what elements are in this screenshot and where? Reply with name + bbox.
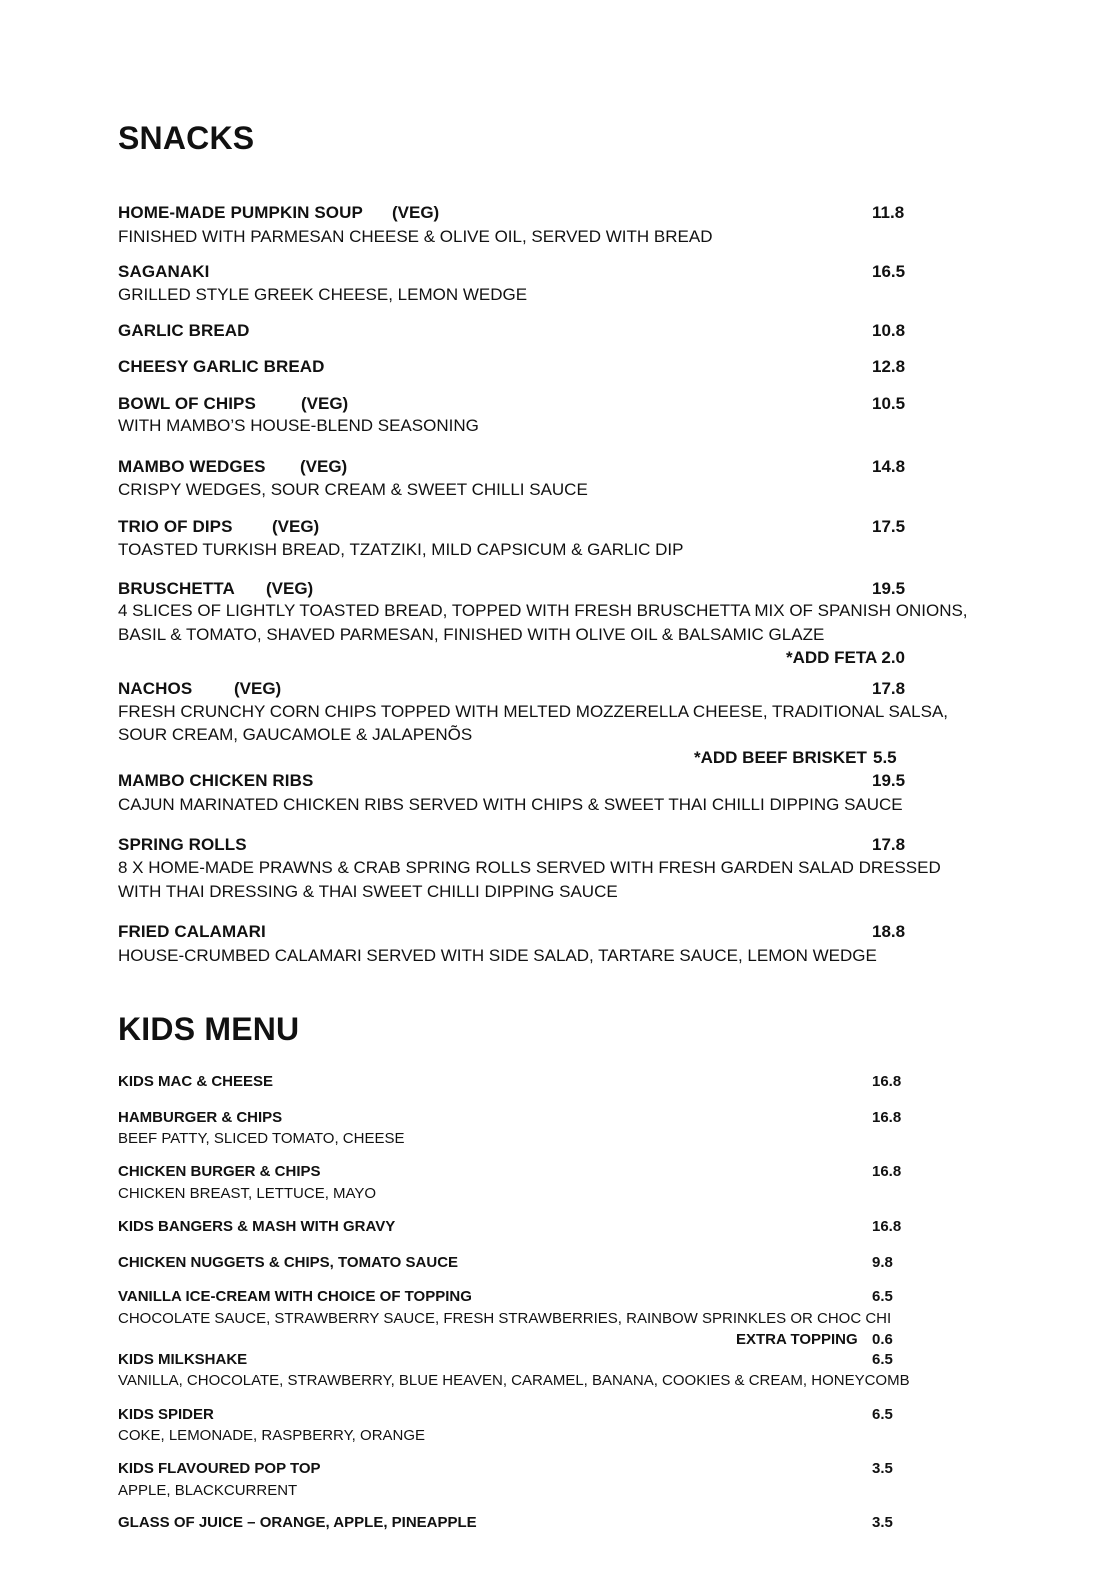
menu-item-description: COKE, LEMONADE, RASPBERRY, ORANGE — [118, 1427, 426, 1444]
menu-item-description: CAJUN MARINATED CHICKEN RIBS SERVED WITH CHIPS & SWEET THAI CHILLI DIPPING SAUCE — [118, 795, 903, 814]
menu-item-name: BOWL OF CHIPS — [118, 394, 256, 413]
menu-item-price: 18.8 — [872, 922, 906, 941]
menu-item-price: 9.8 — [872, 1254, 893, 1271]
menu-item-name: NACHOS — [118, 679, 193, 698]
menu-item-price: 10.5 — [872, 394, 906, 413]
menu-item-name: CHICKEN NUGGETS & CHIPS, TOMATO SAUCE — [118, 1254, 459, 1271]
menu-item-description: TOASTED TURKISH BREAD, TZATZIKI, MILD CAPSICUM & GARLIC DIP — [118, 540, 684, 559]
add-on-note: *ADD BEEF BRISKET — [694, 748, 867, 767]
menu-item-description: CRISPY WEDGES, SOUR CREAM & SWEET CHILLI SAUCE — [118, 480, 588, 499]
menu-item-name: KIDS BANGERS & MASH WITH GRAVY — [118, 1218, 396, 1235]
menu-item-name: SPRING ROLLS — [118, 835, 247, 854]
menu-item-description: WITH MAMBO’S HOUSE-BLEND SEASONING — [118, 416, 479, 435]
menu-item-description: 4 SLICES OF LIGHTLY TOASTED BREAD, TOPPED WITH FRESH BRUSCHETTA MIX OF SPANISH ONIONS, — [118, 601, 968, 620]
veg-tag: (VEG) — [392, 203, 440, 222]
menu-item-price: 10.8 — [872, 321, 906, 340]
menu-item-price: 16.8 — [872, 1163, 902, 1180]
veg-tag: (VEG) — [234, 679, 282, 698]
menu-item-price: 3.5 — [872, 1460, 893, 1477]
menu-item-name: HOME-MADE PUMPKIN SOUP — [118, 203, 363, 222]
menu-item-name: MAMBO CHICKEN RIBS — [118, 771, 314, 790]
veg-tag: (VEG) — [301, 394, 349, 413]
menu-item-description: FRESH CRUNCHY CORN CHIPS TOPPED WITH MELTED MOZZERELLA CHEESE, TRADITIONAL SALSA, — [118, 702, 949, 721]
menu-item-price: 16.8 — [872, 1109, 902, 1126]
menu-item-name: TRIO OF DIPS — [118, 517, 233, 536]
menu-item-name: BRUSCHETTA — [118, 579, 235, 598]
menu-item-description: SOUR CREAM, GAUCAMOLE & JALAPENÕS — [118, 725, 473, 744]
menu-item-name: KIDS MAC & CHEESE — [118, 1073, 274, 1090]
menu-item-price: 19.5 — [872, 771, 906, 790]
menu-item-description: GRILLED STYLE GREEK CHEESE, LEMON WEDGE — [118, 285, 528, 304]
menu-item-price: 11.8 — [872, 203, 905, 222]
add-on-note: *ADD FETA 2.0 — [786, 648, 906, 667]
menu-item-price: 3.5 — [872, 1514, 893, 1531]
section-title-kids-menu: KIDS MENU — [118, 1011, 300, 1047]
menu-item-name: CHEESY GARLIC BREAD — [118, 357, 325, 376]
menu-item-description: 8 X HOME-MADE PRAWNS & CRAB SPRING ROLLS SERVED WITH FRESH GARDEN SALAD DRESSED — [118, 858, 941, 877]
menu-item-price: 17.8 — [872, 679, 906, 698]
add-on-price: 5.5 — [873, 748, 897, 767]
menu-item-price: 6.5 — [872, 1351, 893, 1368]
menu-item-price: 14.8 — [872, 457, 906, 476]
veg-tag: (VEG) — [272, 517, 320, 536]
menu-item-price: 17.5 — [872, 517, 906, 536]
menu-item-name: KIDS FLAVOURED POP TOP — [118, 1460, 321, 1477]
menu-item-price: 6.5 — [872, 1406, 893, 1423]
menu-item-description: APPLE, BLACKCURRENT — [118, 1482, 298, 1499]
veg-tag: (VEG) — [266, 579, 314, 598]
menu-item-name: GLASS OF JUICE – ORANGE, APPLE, PINEAPPLE — [118, 1514, 477, 1531]
menu-item-name: GARLIC BREAD — [118, 321, 250, 340]
menu-item-name: KIDS SPIDER — [118, 1406, 214, 1423]
menu-item-description: CHOCOLATE SAUCE, STRAWBERRY SAUCE, FRESH STRAWBERRIES, RAINBOW SPRINKLES OR CHOC CHI — [118, 1310, 892, 1327]
menu-item-price: 17.8 — [872, 835, 906, 854]
menu-item-price: 19.5 — [872, 579, 906, 598]
menu-item-description: WITH THAI DRESSING & THAI SWEET CHILLI DIPPING SAUCE — [118, 882, 618, 901]
add-on-price: 0.6 — [872, 1331, 893, 1348]
menu-item-name: MAMBO WEDGES — [118, 457, 266, 476]
menu-item-description: FINISHED WITH PARMESAN CHEESE & OLIVE OIL, SERVED WITH BREAD — [118, 227, 713, 246]
menu-item-name: SAGANAKI — [118, 262, 210, 281]
menu-item-price: 16.8 — [872, 1218, 902, 1235]
menu-item-name: FRIED CALAMARI — [118, 922, 266, 941]
menu-item-description: CHICKEN BREAST, LETTUCE, MAYO — [118, 1185, 377, 1202]
menu-item-description: HOUSE-CRUMBED CALAMARI SERVED WITH SIDE SALAD, TARTARE SAUCE, LEMON WEDGE — [118, 946, 877, 965]
menu-item-description: BASIL & TOMATO, SHAVED PARMESAN, FINISHED WITH OLIVE OIL & BALSAMIC GLAZE — [118, 625, 825, 644]
menu-item-name: KIDS MILKSHAKE — [118, 1351, 248, 1368]
menu-item-price: 16.5 — [872, 262, 906, 281]
section-title-snacks: SNACKS — [118, 120, 255, 156]
menu-item-name: VANILLA ICE-CREAM WITH CHOICE OF TOPPING — [118, 1288, 472, 1305]
menu-item-price: 16.8 — [872, 1073, 902, 1090]
menu-item-price: 6.5 — [872, 1288, 893, 1305]
menu-item-name: CHICKEN BURGER & CHIPS — [118, 1163, 321, 1180]
veg-tag: (VEG) — [300, 457, 348, 476]
menu-item-description: BEEF PATTY, SLICED TOMATO, CHEESE — [118, 1130, 405, 1147]
menu-item-name: HAMBURGER & CHIPS — [118, 1109, 283, 1126]
menu-item-description: VANILLA, CHOCOLATE, STRAWBERRY, BLUE HEAVEN, CARAMEL, BANANA, COOKIES & CREAM, HONEYCOMB — [118, 1372, 910, 1389]
add-on-note: EXTRA TOPPING — [736, 1331, 858, 1348]
menu-item-price: 12.8 — [872, 357, 906, 376]
